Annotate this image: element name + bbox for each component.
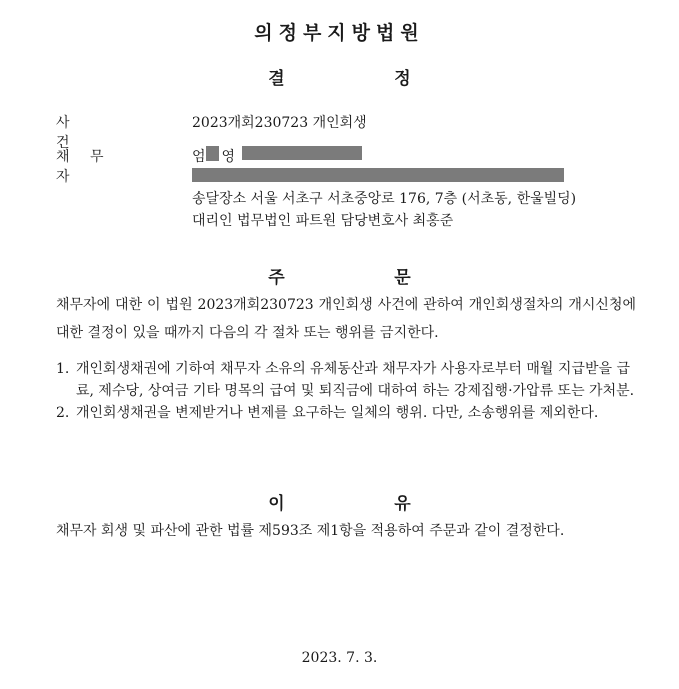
debtor-name-last: 영 bbox=[221, 149, 236, 165]
redaction-resident-number bbox=[242, 146, 362, 160]
case-value: 2023개회230723 개인회생 bbox=[192, 115, 367, 131]
representative: 대리인 법무법인 파트원 담당변호사 최홍준 bbox=[192, 213, 454, 229]
reason-text: 채무자 회생 및 파산에 관한 법률 제593조 제1항을 적용하여 주문과 같이 결정한다. bbox=[56, 523, 565, 539]
debtor-name-first: 엄 bbox=[192, 149, 206, 165]
redaction-address bbox=[192, 168, 564, 182]
decision-date: 2023. 7. 3. bbox=[301, 650, 378, 666]
document-title bbox=[0, 64, 679, 89]
title-char-1: 결 bbox=[268, 69, 285, 89]
court-name: 의정부지방법원 bbox=[254, 22, 425, 44]
title-char-2: 정 bbox=[394, 69, 411, 89]
order-items-list bbox=[56, 358, 636, 424]
debtor-label: 채 무자 bbox=[56, 149, 104, 185]
service-address: 송달장소 서울 서초구 서초중앙로 176, 7층 (서초동, 한울빌딩) bbox=[192, 191, 577, 207]
order-intro: 채무자에 대한 이 법원 2023개회230723 개인회생 사건에 관하여 개인회생절차의 개시신청에 대한 결정이 있을 때까지 다음의 각 절차 또는 행위를 금지한다. bbox=[56, 297, 636, 341]
order-item: 1. 개인회생채권에 기하여 채무자 소유의 유체동산과 채무자가 사용자로부터 매월 지급받을 급료, 제수당, 상여금 기타 명목의 급여 및 퇴직금에 대하여 하는 강제집행·가압류 또는 가처분. bbox=[56, 361, 635, 399]
redaction-name-middle bbox=[206, 146, 219, 161]
case-label: 사건 bbox=[56, 115, 70, 151]
order-item: 2. 개인회생채권을 변제받거나 변제를 요구하는 일체의 행위. 다만, 소송행위를 제외한다. bbox=[56, 405, 599, 421]
order-heading: 주 문 bbox=[268, 268, 411, 288]
reason-heading: 이 유 bbox=[268, 494, 411, 514]
